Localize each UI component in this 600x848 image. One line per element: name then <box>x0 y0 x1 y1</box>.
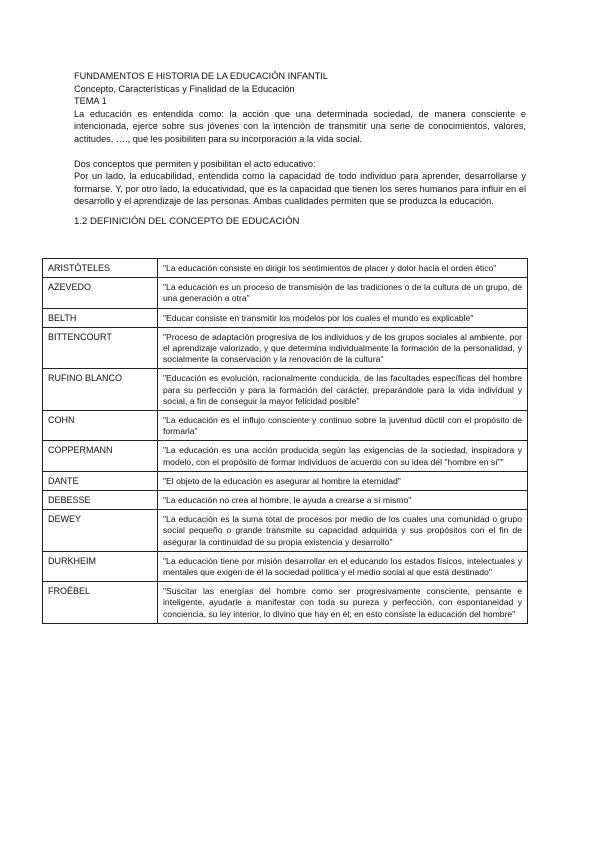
author-cell: DANTE <box>43 471 158 490</box>
document-body <box>74 70 526 232</box>
definition-cell: "La educación es el influjo consciente y continuo sobre la juventud dúctil con el propósito de formarla" <box>158 411 528 441</box>
table-row <box>43 441 528 471</box>
definitions-table <box>42 258 528 624</box>
table-row <box>43 369 528 411</box>
author-cell: DEBESSE <box>43 491 158 510</box>
document-title: FUNDAMENTOS E HISTORIA DE LA EDUCACIÓN INFANTIL <box>74 71 328 81</box>
table-row <box>43 471 528 490</box>
section-title: 1.2 DEFINICIÓN DEL CONCEPTO DE EDUCACIÓN <box>74 215 300 227</box>
table-row <box>43 510 528 552</box>
definition-cell: "Proceso de adaptación progresiva de los individuos y de los grupos sociales al ambiente, por el aprendizaje valorizado, y que determina individualmente la formación de la personalidad, y socialmente la conservación y la renovación de la cultura" <box>158 327 528 369</box>
definition-cell: "El objeto de la educación es asegurar al hombre la eternidad" <box>158 471 528 490</box>
document-subtitle: Concepto, Características y Finalidad de la Educación <box>74 83 295 94</box>
definition-cell: "La educación es un proceso de transmisión de las tradiciones o de la cultura de un grupo, de una generación a otra" <box>158 278 528 308</box>
theme-label: TEMA 1 <box>74 96 107 107</box>
author-cell: BITTENCOURT <box>43 327 158 369</box>
table-row <box>43 259 528 278</box>
author-cell: RUFINO BLANCO <box>43 369 158 411</box>
table-row <box>43 308 528 327</box>
table-row <box>43 411 528 441</box>
author-cell: COHN <box>43 411 158 441</box>
definition-cell: "La educación es una acción producida según las exigencias de la sociedad, inspiradora y modelo, con el propósito de formar individuos de acuerdo con su idea del "hombre en sí"" <box>158 441 528 471</box>
author-cell: BELTH <box>43 308 158 327</box>
definition-cell: "La educación no crea al hombre, le ayuda a crearse a sí mismo" <box>158 491 528 510</box>
author-cell: DURKHEIM <box>43 551 158 581</box>
definition-cell: "La educación tiene por misión desarrollar en el educando los estados físicos, intelectuales y mentales que exigen de él la sociedad política y el medio social al que está destinado" <box>158 551 528 581</box>
table-row <box>43 327 528 369</box>
definition-cell: "La educación es la suma total de procesos por medio de los cuales una comunidad o grupo social pequeño o grande transmite su capacidad adquirida y sus propósitos con el fin de asegurar la continuidad de su propia existencia y desarrollo" <box>158 510 528 552</box>
table-row <box>43 278 528 308</box>
author-cell: COPPERMANN <box>43 441 158 471</box>
author-cell: AZEVEDO <box>43 278 158 308</box>
author-cell: FROËBEL <box>43 582 158 624</box>
concepts-paragraph: Por un lado, la educabilidad, entendida como la capacidad de todo individuo para aprender, desarrollarse y formarse. Y, por otro lado, la educatividad, que es la capacidad que tienen los seres humanos para influir en el desarrollo y el aprendizaje de las personas. Ambas cualidades permiten que se produzca la educación. <box>74 171 526 207</box>
author-cell: ARISTÓTELES <box>43 259 158 278</box>
definition-cell: "Educar consiste en transmitir los modelos por los cuales el mundo es explicable" <box>158 308 528 327</box>
definition-cell: "Educación es evolución, racionalmente conducida, de las facultades específicas del hombre para su perfección y para la formación del carácter, preparándole para la vida individual y social, a fin de conseguir la mayor felicidad posible" <box>158 369 528 411</box>
table-row <box>43 491 528 510</box>
table-row <box>43 582 528 624</box>
intro-paragraph: La educación es entendida como: la acción que una determinada sociedad, de manera consciente e intencionada, ejerce sobre sus jóvenes con la intención de transmitir una serie de conocimientos, valores, actitudes, …., que les posibiliten para su incorporación a la vida social. <box>74 108 526 144</box>
author-cell: DEWEY <box>43 510 158 552</box>
table-row <box>43 551 528 581</box>
concepts-title: Dos conceptos que permiten y posibilitan el acto educativo: <box>74 158 316 169</box>
definition-cell: "Suscitar las energías del hombre como ser progresivamente consciente, pensante e inteligente, ayudarle a manifestar con toda su pureza y perfección, con espontaneidad y conciencia, su ley interior, lo divino que hay en él; en esto consiste la educación del hombre" <box>158 582 528 624</box>
definition-cell: "La educación consiste en dirigir los sentimientos de placer y dolor hacia el orden ético" <box>158 259 528 278</box>
